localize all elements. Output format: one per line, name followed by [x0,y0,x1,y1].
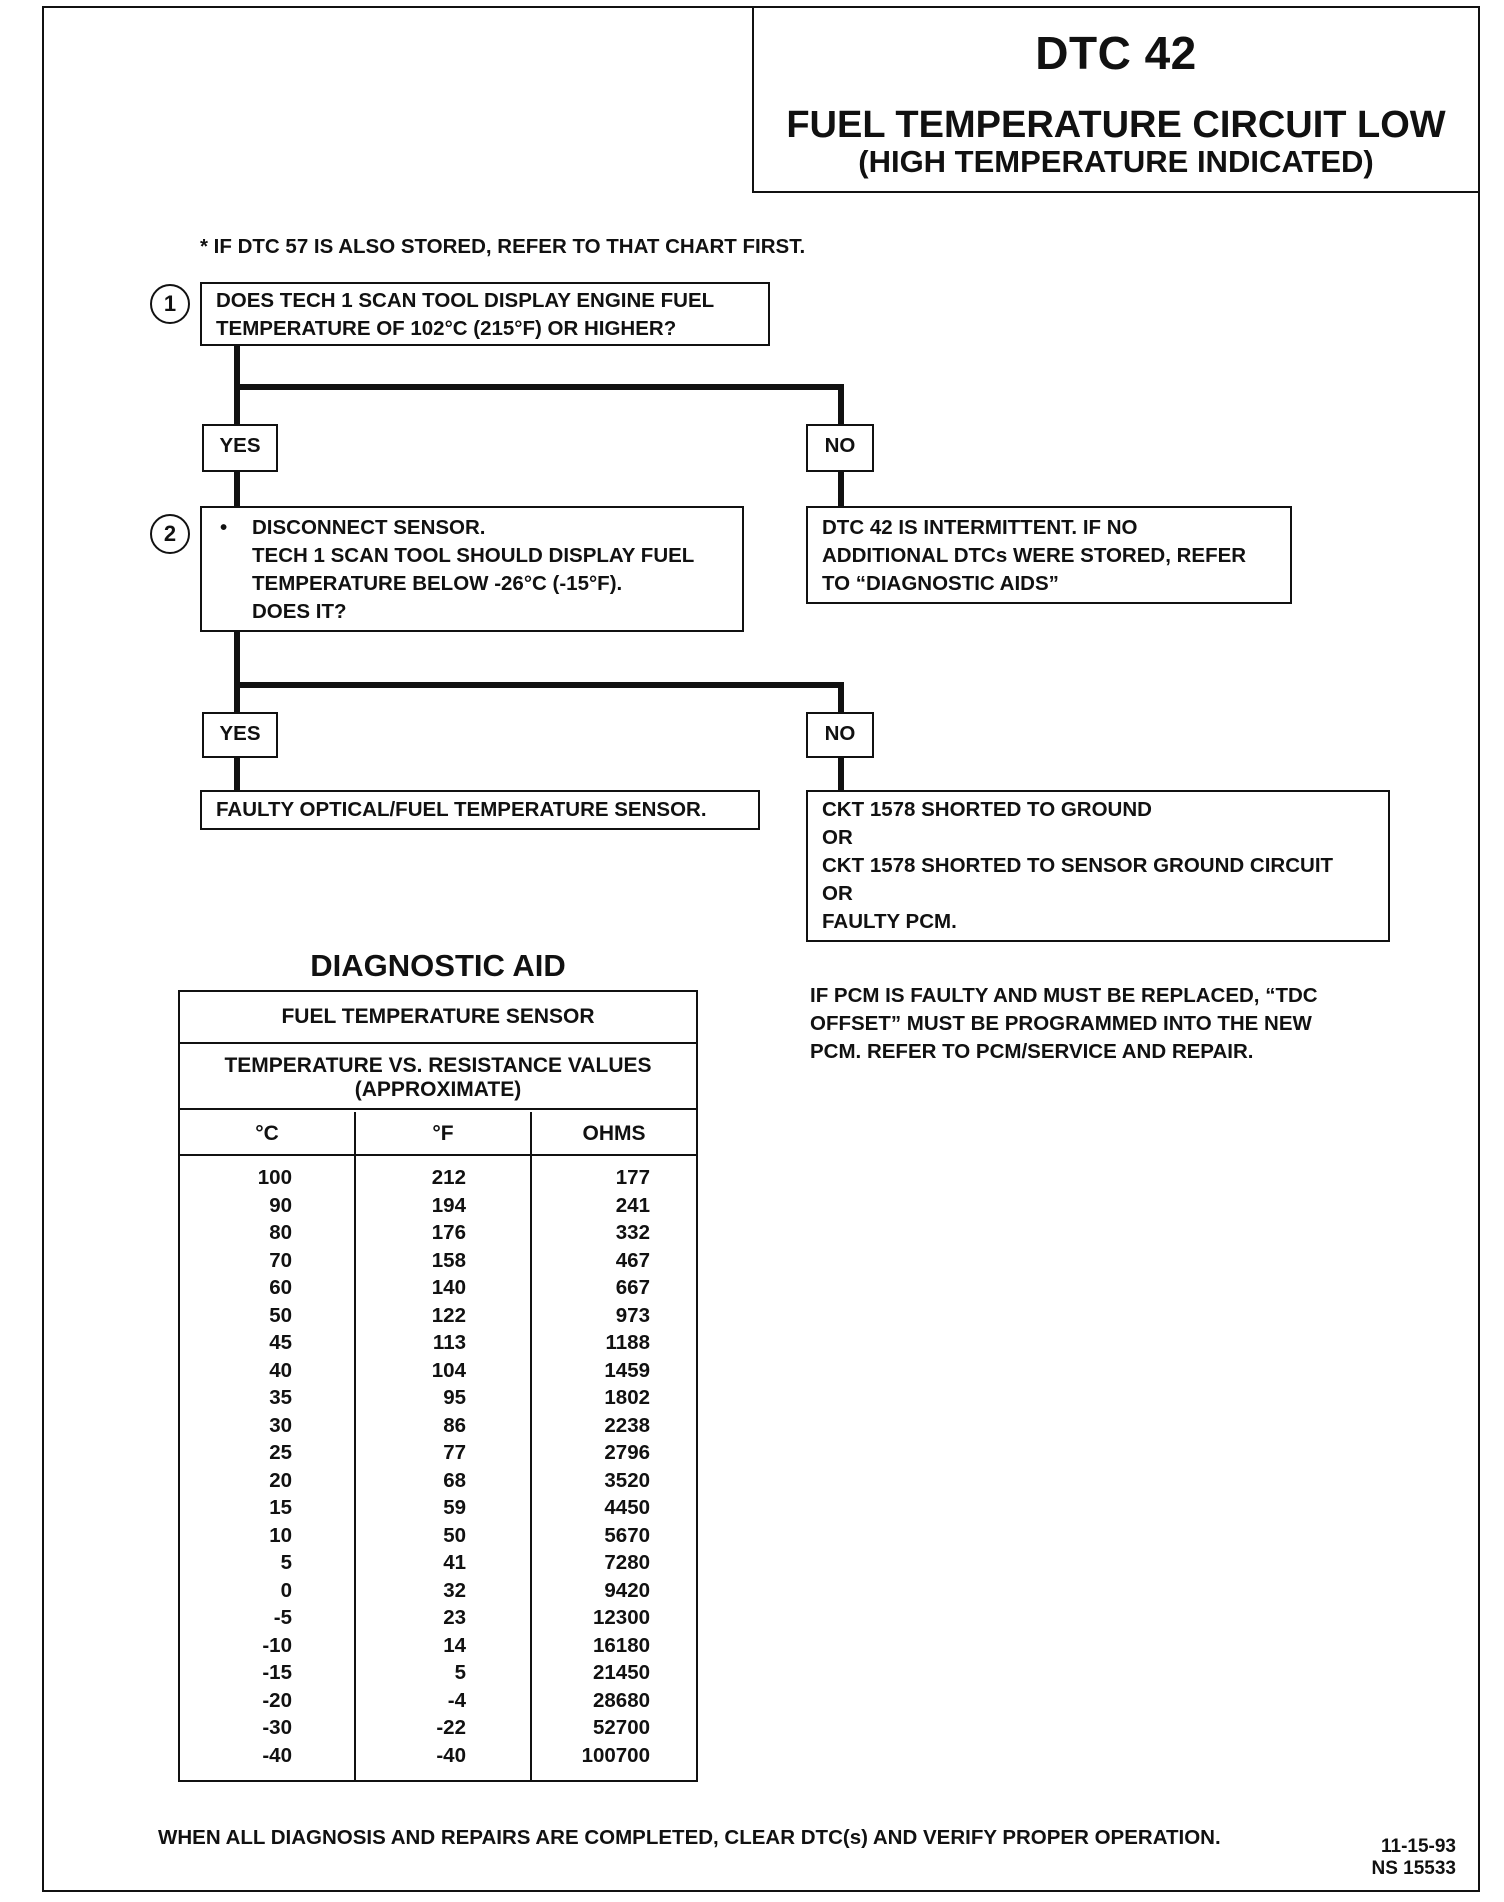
step-2-line: TEMPERATURE BELOW -26°C (-15°F). [252,572,623,595]
connector-line [838,682,844,712]
table-cell-ohms: 2238 [604,1413,650,1437]
step-1-line: DOES TECH 1 SCAN TOOL DISPLAY ENGINE FUEL [216,289,715,312]
table-cell-fahrenheit: 50 [443,1523,466,1547]
table-cell-fahrenheit: 95 [443,1386,466,1409]
table-cell-fahrenheit: 32 [443,1578,466,1602]
faulty-sensor-box [200,790,760,830]
table-cell-ohms: 4450 [604,1496,650,1519]
result-line: TO “DIAGNOSTIC AIDS” [822,572,1059,595]
ohms-column [532,1164,650,1769]
step-1-line: TEMPERATURE OF 102°C (215°F) OR HIGHER? [216,317,677,340]
title-block [752,6,1480,193]
connector-line [838,470,844,508]
table-cell-ohms: 3520 [604,1468,650,1492]
result-line: ADDITIONAL DTCs WERE STORED, REFER [822,544,1247,567]
table-cell-celsius: 35 [269,1386,292,1409]
table-cell-ohms: 52700 [592,1716,650,1739]
table-subtitle-line: (APPROXIMATE) [354,1078,522,1101]
step-2-line: TECH 1 SCAN TOOL SHOULD DISPLAY FUEL [252,544,695,567]
table-cell-ohms: 28680 [592,1688,650,1712]
table-cell-fahrenheit: 158 [431,1248,466,1272]
table-cell-ohms: 9420 [604,1578,650,1602]
result-line: DTC 42 IS INTERMITTENT. IF NO [822,516,1138,539]
result-line: FAULTY PCM. [822,910,957,933]
table-cell-celsius: 0 [280,1578,292,1602]
diagnostic-aid-table [178,990,698,1782]
footer-instruction: WHEN ALL DIAGNOSIS AND REPAIRS ARE COMPLETED, CLEAR DTC(s) AND VERIFY PROPER OPERATION. [158,1826,1221,1849]
no-label-2: NO [806,712,874,758]
result-line: CKT 1578 SHORTED TO GROUND [822,798,1152,821]
table-cell-celsius: 90 [269,1193,292,1217]
table-cell-fahrenheit: 14 [443,1633,466,1657]
connector-line [234,470,240,508]
step-1-badge: 1 [150,284,190,324]
table-cell-ohms: 177 [615,1166,650,1189]
table-cell-fahrenheit: -4 [447,1688,466,1712]
table-cell-fahrenheit: 86 [443,1413,466,1437]
table-cell-ohms: 12300 [592,1606,650,1629]
table-cell-ohms: 1188 [605,1331,650,1354]
table-cell-celsius: -30 [262,1716,292,1739]
result-line: OR [822,826,853,849]
table-cell-fahrenheit: -22 [436,1716,466,1739]
table-cell-ohms: 7280 [604,1551,650,1574]
bullet: • [220,516,228,539]
table-cell-fahrenheit: 176 [431,1221,466,1244]
table-subtitle [180,1044,696,1110]
yes-label-1: YES [202,424,278,472]
fahrenheit-column [356,1164,466,1769]
table-cell-ohms: 241 [615,1193,650,1217]
yes-label-2: YES [202,712,278,758]
table-cell-celsius: 40 [269,1358,292,1382]
table-cell-fahrenheit: 41 [443,1551,466,1574]
table-cell-ohms: 973 [615,1303,650,1327]
connector-line [234,682,844,688]
table-cell-fahrenheit: -40 [436,1743,466,1767]
table-cell-celsius: 100 [257,1166,292,1189]
table-cell-celsius: -5 [273,1606,292,1629]
step-1-box [200,282,770,346]
table-cell-celsius: 80 [269,1221,292,1244]
pre-note: * IF DTC 57 IS ALSO STORED, REFER TO THAT CHART FIRST. [200,235,806,258]
connector-line [838,384,844,424]
connector-line [234,630,240,712]
table-cell-celsius: 15 [269,1496,292,1519]
header-divider [180,1154,696,1156]
table-cell-celsius: 5 [280,1551,292,1574]
table-cell-ohms: 2796 [604,1441,650,1464]
column-header-ohms: OHMS [582,1122,646,1145]
faulty-sensor-text: FAULTY OPTICAL/FUEL TEMPERATURE SENSOR. [216,798,707,821]
table-cell-fahrenheit: 23 [443,1606,466,1629]
intermittent-result-box [806,506,1292,604]
table-cell-celsius: 60 [269,1276,292,1299]
table-cell-celsius: 30 [269,1413,292,1437]
table-cell-fahrenheit: 104 [431,1358,466,1382]
celsius-column [180,1164,292,1769]
table-cell-celsius: -40 [262,1743,292,1767]
table-cell-fahrenheit: 212 [431,1166,466,1189]
table-cell-fahrenheit: 5 [454,1661,466,1684]
table-cell-ohms: 332 [615,1221,650,1244]
table-cell-ohms: 467 [615,1248,650,1272]
dtc-code: DTC 42 [1035,27,1197,79]
step-2-box [200,506,744,632]
table-cell-fahrenheit: 113 [432,1331,466,1354]
table-cell-ohms: 100700 [581,1743,650,1767]
column-header-celsius: °C [255,1122,279,1145]
table-cell-fahrenheit: 59 [443,1496,466,1519]
step-2-line: DISCONNECT SENSOR. [252,516,486,539]
table-cell-fahrenheit: 122 [431,1303,466,1327]
table-cell-celsius: -20 [262,1688,292,1712]
table-cell-ohms: 1802 [604,1386,650,1409]
short-circuit-result-box [806,790,1390,942]
table-cell-celsius: 20 [269,1468,292,1492]
table-cell-fahrenheit: 140 [431,1276,466,1299]
table-cell-ohms: 667 [615,1276,650,1299]
table-title: FUEL TEMPERATURE SENSOR [180,992,696,1044]
table-cell-celsius: -15 [262,1661,292,1684]
table-cell-fahrenheit: 194 [431,1193,466,1217]
table-cell-fahrenheit: 77 [443,1441,466,1464]
table-cell-ohms: 16180 [592,1633,650,1657]
table-cell-celsius: 50 [269,1303,292,1327]
pcm-note-line: OFFSET” MUST BE PROGRAMMED INTO THE NEW [810,1012,1312,1035]
table-cell-celsius: 25 [269,1441,292,1464]
table-cell-ohms: 5670 [604,1523,650,1547]
diagnostic-aid-title: DIAGNOSTIC AID [310,948,566,983]
connector-line [234,756,240,792]
result-line: OR [822,882,853,905]
connector-line [838,756,844,792]
connector-line [234,384,844,390]
table-cell-ohms: 21450 [592,1661,650,1684]
pcm-note [810,982,1318,1066]
document-date: 11-15-93 [1380,1836,1456,1857]
step-2-line: DOES IT? [252,600,347,623]
result-line: CKT 1578 SHORTED TO SENSOR GROUND CIRCUIT [822,854,1334,877]
no-label-1: NO [806,424,874,472]
dtc-title: FUEL TEMPERATURE CIRCUIT LOW [786,104,1446,146]
pcm-note-line: IF PCM IS FAULTY AND MUST BE REPLACED, “TDC [810,984,1318,1007]
step-2-badge: 2 [150,514,190,554]
document-ref: NS 15533 [1371,1858,1456,1879]
table-cell-celsius: -10 [262,1633,292,1657]
table-cell-fahrenheit: 68 [443,1468,466,1492]
table-cell-ohms: 1459 [604,1358,650,1382]
table-cell-celsius: 70 [269,1248,292,1272]
document-code [1358,1836,1456,1880]
table-cell-celsius: 45 [269,1331,292,1354]
dtc-subtitle: (HIGH TEMPERATURE INDICATED) [858,144,1374,179]
table-subtitle-line: TEMPERATURE VS. RESISTANCE VALUES [224,1054,652,1077]
column-header-fahrenheit: °F [432,1122,454,1145]
pcm-note-line: PCM. REFER TO PCM/SERVICE AND REPAIR. [810,1040,1254,1063]
table-cell-celsius: 10 [269,1523,292,1547]
